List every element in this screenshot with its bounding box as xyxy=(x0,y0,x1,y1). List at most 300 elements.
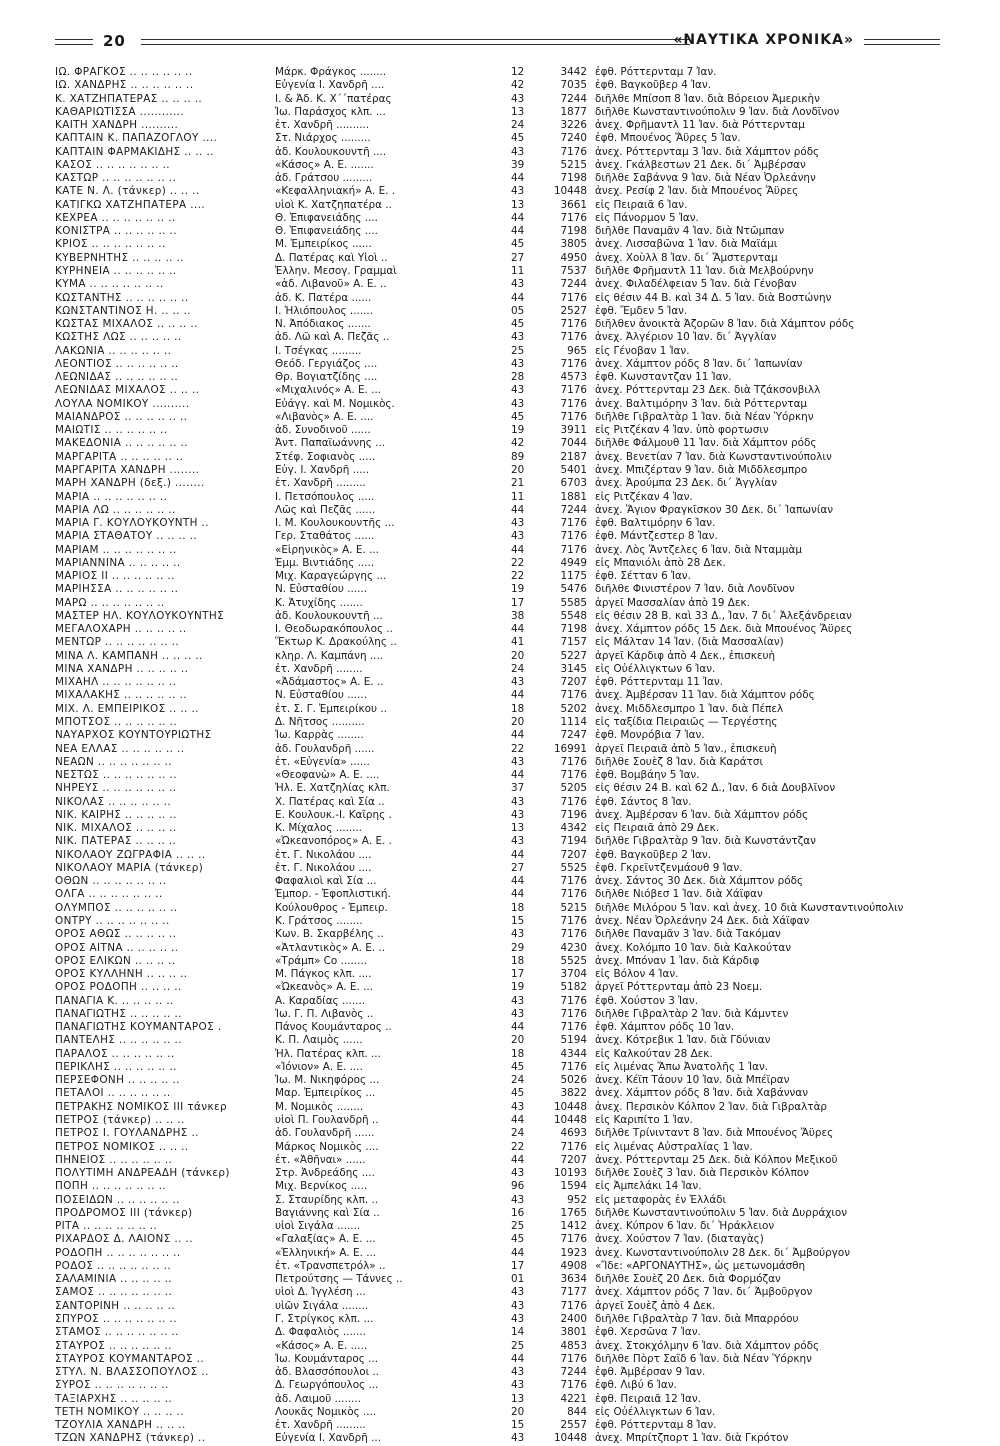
table-row xyxy=(55,79,940,92)
ship-movement: ἀνεχ. Κέϊπ Τάουν 10 Ἰαν. διὰ Μπέϊραν xyxy=(595,1074,790,1087)
ship-agent: υἱοὶ Δ. Ἰγγλέση ... xyxy=(275,1286,366,1299)
table-row xyxy=(55,544,940,557)
ship-movement: ἐφθ. Κωνσταντζαν 11 Ἰαν. xyxy=(595,371,732,384)
ship-movement: διῆλθε Κωνσταντινούπολιν 9 Ἰαν. διὰ Λονδῖνον xyxy=(595,105,840,118)
ship-tonnage: 3145 xyxy=(560,662,587,675)
ship-movement: διῆλθε Μπίσοπ 8 Ἰαν. διὰ Βόρειον Ἀμερικὴν xyxy=(595,92,820,105)
ship-movement: εἰς Ἀμπελάκι 14 Ἰαν. xyxy=(595,1180,702,1193)
ship-movement: ἀνεχ. Χοὺλλ 8 Ἰαν. δι΄ Ἄμστερνταμ xyxy=(595,251,778,264)
ship-tonnage: 1114 xyxy=(560,716,587,729)
table-row xyxy=(55,1194,940,1207)
ship-movement: ἀργεῖ Πειραιᾶ ἀπὸ 5 Ἰαν., ἐπισκευὴ xyxy=(595,742,777,755)
ship-agent: «Τράμπ» Co ........ xyxy=(275,954,368,967)
ship-agent: «Ὠκεανοπόρος» Α. Ε. . xyxy=(275,835,392,848)
ship-agent: Ἰω. Καρρὰς ........ xyxy=(275,729,364,742)
ship-movement: ἀνεχ. Ρόττερνταμ 3 Ἰαν. διὰ Χάμπτον ρόδς xyxy=(595,145,820,158)
ship-agent: «Ἀδάμαστος» Α. Ε. .. xyxy=(275,676,384,689)
ship-code: 43 xyxy=(511,808,525,821)
table-row xyxy=(55,756,940,769)
table-row xyxy=(55,636,940,649)
ship-agent: Μ. Ἐμπειρίκος ...... xyxy=(275,238,372,251)
ship-name: ΛΕΩΝΙΔΑΣ ΜΙΧΑΛΟΣ .. .. .. xyxy=(55,384,200,397)
ship-name: ΣΤΑΥΡΟΣ ΚΟΥΜΑΝΤΑΡΟΣ .. xyxy=(55,1352,205,1365)
ship-tonnage: 7196 xyxy=(560,808,587,821)
ship-tonnage: 7176 xyxy=(560,915,587,927)
ship-code: 43 xyxy=(511,397,525,410)
ship-tonnage: 4221 xyxy=(560,1392,587,1405)
ship-agent: Ἰω. Παράσχος κλπ. ... xyxy=(275,105,386,118)
ship-agent: Εὐάγγ. καὶ Μ. Νομικὸς. xyxy=(275,397,395,410)
ship-movement: ἀνεχ. Φρῆμαντλ 11 Ἰαν. διὰ Ρόττερνταμ xyxy=(595,119,805,132)
ship-code: 43 xyxy=(511,278,525,291)
ship-agent: Ἰω. Κουμάνταρος ... xyxy=(275,1352,379,1365)
ship-movement: διῆλθε Γιβραλτὰρ 7 Ἰαν. διὰ Μπαρρόου xyxy=(595,1312,799,1325)
ship-code: 11 xyxy=(511,490,525,503)
ship-tonnage: 7176 xyxy=(560,769,587,782)
ship-name: ΝΙΚ. ΜΙΧΑΛΟΣ .. .. .. .. xyxy=(55,822,177,835)
ship-agent: Εὐγενία Ι. Χανδρῆ .... xyxy=(275,79,385,92)
ship-name: ΙΩ. ΧΑΝΔΡΗΣ .. .. .. .. .. .. xyxy=(55,79,194,92)
ship-movement: διῆλθε Σαβάννα 9 Ἰαν. διὰ Νέαν Ὀρλεάνην xyxy=(595,172,816,185)
ship-movement: διῆλθε Τρίνινταντ 8 Ἰαν. διὰ Μπουένος Ἄϋρες xyxy=(595,1127,834,1140)
ship-agent: Θ. Ἐπιφανειάδης .... xyxy=(275,211,378,224)
table-row xyxy=(55,384,940,397)
ship-movement: εἰς Ριτζέκαν 4 Ἰαν. xyxy=(595,490,693,503)
ship-code: 22 xyxy=(511,742,525,755)
ship-name: ΚΑΘΑΡΙΩΤΙΣΣΑ ............ xyxy=(55,105,185,118)
ship-agent: Θ. Ἐπιφανειάδης .... xyxy=(275,225,378,238)
ship-code: 43 xyxy=(511,755,525,768)
table-row xyxy=(55,119,940,132)
ship-code: 19 xyxy=(511,981,525,994)
ship-name: ΜΑΡΙΑ ΣΤΑΘΑΤΟΥ .. .. .. .. xyxy=(55,530,198,543)
table-row xyxy=(55,212,940,225)
ship-code: 12 xyxy=(511,66,525,78)
ship-name: ΟΘΩΝ .. .. .. .. .. .. .. xyxy=(55,875,167,888)
table-row xyxy=(55,1061,940,1074)
ship-code: 43 xyxy=(511,1366,525,1379)
table-row xyxy=(55,238,940,251)
ship-code: 44 xyxy=(511,689,525,702)
ship-movement: διῆλθε Φάλμουθ 11 Ἰαν. διὰ Χάμπτον ρόδς xyxy=(595,437,817,450)
ship-tonnage: 5476 xyxy=(560,583,587,596)
ship-tonnage: 7244 xyxy=(560,1366,587,1379)
ship-tonnage: 7194 xyxy=(560,835,587,848)
ship-agent: Ἑλλην. Μεσογ. Γραμμαὶ xyxy=(275,264,397,277)
ship-code: 24 xyxy=(511,662,525,675)
ship-code: 43 xyxy=(511,1432,525,1445)
ship-code: 44 xyxy=(511,769,525,782)
ship-movement: ἀνεχ. Ἀμβέρσαν 11 Ἰαν. διὰ Χάμπτον ρόδς xyxy=(595,689,815,702)
ship-code: 22 xyxy=(511,1140,525,1153)
ship-tonnage: 4949 xyxy=(560,556,587,569)
ship-name: ΝΙΚ. ΚΑΙΡΗΣ .. .. .. .. .. xyxy=(55,808,177,821)
ship-agent: «Εἰρηνικὸς» Α. Ε. ... xyxy=(275,543,379,556)
ship-name: ΤΑΞΙΑΡΧΗΣ .. .. .. .. .. xyxy=(55,1392,173,1405)
ship-agent: «Κεφαλληνιακή» Α. Ε. . xyxy=(275,185,396,198)
ship-code: 43 xyxy=(511,1299,525,1312)
ship-agent: «Λιβανὸς» Α. Ε. .... xyxy=(275,410,374,423)
table-row xyxy=(55,517,940,530)
table-row xyxy=(55,557,940,570)
ship-name: ΠΑΝΤΕΛΗΣ .. .. .. .. .. .. xyxy=(55,1034,182,1047)
table-row xyxy=(55,1247,940,1260)
table-row xyxy=(55,782,940,795)
ship-tonnage: 7176 xyxy=(560,1007,587,1020)
ship-movement: διῆλθε Σουὲζ 8 Ἰαν. διὰ Καράτσι xyxy=(595,755,764,768)
ship-tonnage: 7176 xyxy=(560,357,587,370)
table-row xyxy=(55,822,940,835)
ship-name: ΠΑΝΑΓΙΩΤΗΣ ΚΟΥΜΑΝΤΑΡΟΣ . xyxy=(55,1021,222,1034)
ship-code: 43 xyxy=(511,835,525,848)
ship-tonnage: 7176 xyxy=(560,1299,587,1312)
ship-agent: «Ἑλληνική» Α. Ε. ... xyxy=(275,1246,377,1259)
ship-movement: ἐφθ. Γκρεϊντζενμάουθ 9 Ἰαν. xyxy=(595,861,743,874)
ship-movement: ἀνεχ. Ἀρούμπα 23 Δεκ. δι΄ Ἀγγλίαν xyxy=(595,477,778,490)
ship-name: ΟΡΟΣ ΡΟΔΟΠΗ .. .. .. .. xyxy=(55,981,182,994)
ship-name: ΜΑΣΤΕΡ ΗΛ. ΚΟΥΛΟΥΚΟΥΝΤΗΣ xyxy=(55,609,225,622)
ship-agent: Μ. Νομικὸς ........ xyxy=(275,1100,364,1113)
table-row xyxy=(55,1406,940,1419)
ship-name: ΠΑΝΑΓΙΑ Κ. .. .. .. .. .. xyxy=(55,994,174,1007)
table-row xyxy=(55,1233,940,1246)
ship-tonnage: 1765 xyxy=(560,1206,587,1219)
ship-name: ΚΩΣΤΑΝΤΗΣ .. .. .. .. .. .. xyxy=(55,291,189,304)
ship-tonnage: 7176 xyxy=(560,145,587,158)
ship-movement: εἰς Πειραιᾶ ἀπὸ 29 Δεκ. xyxy=(595,822,720,835)
table-row xyxy=(55,729,940,742)
ship-name: ΛΕΟΝΤΙΟΣ .. .. .. .. .. .. xyxy=(55,357,179,370)
ship-movement: ἐφθ. Ἀμβέρσαν 9 Ἰαν. xyxy=(595,1366,706,1379)
table-row xyxy=(55,1074,940,1087)
ship-tonnage: 1412 xyxy=(560,1220,587,1233)
ship-name: ΟΡΟΣ ΑΘΩΣ .. .. .. .. .. xyxy=(55,928,177,941)
ship-agent: Ἰω. Γ. Π. Λιβανὸς .. xyxy=(275,1007,374,1020)
ship-movement: ἐφθ. Βομβάην 5 Ἰαν. xyxy=(595,769,700,782)
ship-tonnage: 3911 xyxy=(560,424,587,437)
ship-movement: ἀνεχ. Μιδδλεσμπρο 1 Ἰαν. διὰ Πέπελ xyxy=(595,702,784,715)
ship-tonnage: 7176 xyxy=(560,689,587,702)
ship-movement: ἀνεχ. Ἀμβέρσαν 6 Ἰαν. διὰ Χάμπτον ρόδς xyxy=(595,808,809,821)
ship-agent: ἐτ. Χανδρῆ .......... xyxy=(275,119,370,132)
ship-name: ΚΟΝΙΣΤΡΑ .. .. .. .. .. .. xyxy=(55,225,177,238)
ship-agent: ἀδ. Κουλουκουντῆ ... xyxy=(275,609,383,622)
ship-code: 43 xyxy=(511,384,525,397)
ship-code: 43 xyxy=(511,185,525,198)
table-row xyxy=(55,689,940,702)
ship-code: 44 xyxy=(511,211,525,224)
ship-name: ΜΑΡΙΑΝΝΙΝΑ .. .. .. .. .. xyxy=(55,556,181,569)
ship-code: 45 xyxy=(511,1233,525,1246)
ship-agent: Μαρ. Ἐμπειρίκος ... xyxy=(275,1087,376,1100)
ship-code: 96 xyxy=(511,1180,525,1193)
ship-movement: «Ἴδε: «ΑΡΓΟΝΑΥΤΗΣ», ὡς μετωνομάσθη xyxy=(595,1259,806,1272)
ship-tonnage: 952 xyxy=(567,1193,587,1206)
ship-agent: Πάνος Κουμάνταρος .. xyxy=(275,1021,392,1034)
table-row xyxy=(55,1326,940,1339)
ship-tonnage: 5227 xyxy=(560,649,587,662)
table-row xyxy=(55,265,940,278)
table-row xyxy=(55,1154,940,1167)
page-header xyxy=(55,32,940,54)
ship-name: ΜΙΝΑ ΧΑΝΔΡΗ .. .. .. .. .. xyxy=(55,662,189,675)
ship-agent: Λῶς καὶ Πεζᾶς ...... xyxy=(275,503,376,516)
ship-code: 43 xyxy=(511,1286,525,1299)
ship-name: ΜΑΡΙΗΣΣΑ .. .. .. .. .. .. xyxy=(55,583,179,596)
ship-code: 18 xyxy=(511,702,525,715)
table-row xyxy=(55,292,940,305)
table-row xyxy=(55,331,940,344)
ship-tonnage: 7176 xyxy=(560,517,587,530)
ship-tonnage: 3704 xyxy=(560,968,587,981)
ship-tonnage: 7176 xyxy=(560,291,587,304)
table-row xyxy=(55,716,940,729)
ship-movement: ἀνεχ. Λισσαβῶνα 1 Ἰαν. διὰ Μαϊάμι xyxy=(595,238,778,251)
ship-movement: ἀνεχ. Ρόττερνταμ 25 Δεκ. διὰ Κόλπον Μεξικοῦ xyxy=(595,1153,838,1166)
ship-agent: ἀδ. Βλασσόπουλοι .. xyxy=(275,1366,380,1379)
ship-agent: ἐτ. Χανδρῆ ......... xyxy=(275,1419,366,1432)
ship-movement: εἰς θέσιν 44 Β. καὶ 34 Δ. 5 Ἰαν. διὰ Βοστώνην xyxy=(595,291,832,304)
ship-movement: ἐφθ. Βαγκοῦβερ 2 Ἰαν. xyxy=(595,848,712,861)
ship-code: 25 xyxy=(511,1220,525,1233)
ship-movement: ἐφθ. Ρόττερνταμ 7 Ἰαν. xyxy=(595,66,717,78)
table-row xyxy=(55,676,940,689)
ship-agent: Θεόδ. Γεργιάζος .... xyxy=(275,357,378,370)
ship-name: ΠΟΠΗ .. .. .. .. .. .. .. xyxy=(55,1180,166,1193)
ship-tonnage: 5202 xyxy=(560,702,587,715)
ship-tonnage: 16991 xyxy=(553,742,587,755)
ship-code: 20 xyxy=(511,716,525,729)
ship-tonnage: 7176 xyxy=(560,331,587,344)
ship-movement: ἀνεχ. Ἅγιον Φραγκῖσκον 30 Δεκ. δι΄ Ἰαπωνίαν xyxy=(595,503,833,516)
ship-name: ΙΩ. ΦΡΑΓΚΟΣ .. .. .. .. .. .. xyxy=(55,66,193,78)
ship-code: 18 xyxy=(511,954,525,967)
table-row xyxy=(55,1220,940,1233)
ship-movement: ἀνεχ. Μπρίτζπορτ 1 Ἰαν. διὰ Γκρότον xyxy=(595,1432,789,1445)
ship-code: 44 xyxy=(511,225,525,238)
ship-tonnage: 7198 xyxy=(560,225,587,238)
ship-agent: Ἠλ. Ε. Χατζηλίας κλπ. xyxy=(275,782,390,795)
ship-movement: εἰς θέσιν 28 Β. καὶ 33 Δ., Ἰαν. 7 δι΄ Ἀλεξάνδρειαν xyxy=(595,609,852,622)
ship-code: 45 xyxy=(511,132,525,145)
ship-agent: Δ. Φαφαλιὸς ....... xyxy=(275,1326,366,1339)
magazine-title: «ΝΑΥΤΙΚΑ ΧΡΟΝΙΚΑ» xyxy=(673,32,854,48)
table-row xyxy=(55,809,940,822)
ship-movement: ἐφθ. Χούστον 3 Ἰαν. xyxy=(595,994,699,1007)
ship-agent: Ι. Πετσόπουλος ..... xyxy=(275,490,375,503)
ship-agent: Στέφ. Σοφιανὸς ..... xyxy=(275,450,376,463)
ship-tonnage: 4908 xyxy=(560,1259,587,1272)
ship-movement: ἀνεχ. Χάμπτον ρόδς 15 Δεκ. διὰ Μπουένος Ἄϋρες xyxy=(595,623,853,636)
ship-movement: διῆλθε Φρῆμαντλ 11 Ἰαν. διὰ Μελβούρνην xyxy=(595,264,814,277)
ship-movement: ἀνεχ. Λὸς Ἄντζελες 6 Ἰαν. διὰ Νταμμὰμ xyxy=(595,543,802,556)
ship-agent: ἀδ. Συνοδινοῦ ...... xyxy=(275,424,371,437)
ship-tonnage: 965 xyxy=(567,344,587,357)
table-row xyxy=(55,1008,940,1021)
ship-movement: εἰς Οὐέλλιγκτων 6 Ἰαν. xyxy=(595,662,716,675)
ship-agent: Πετρούτσης — Τάννες .. xyxy=(275,1273,403,1286)
table-row xyxy=(55,1034,940,1047)
ship-name: ΜΑΡΓΑΡΙΤΑ .. .. .. .. .. .. xyxy=(55,450,184,463)
table-row xyxy=(55,703,940,716)
ship-agent: ἀδ. Λαιμοῦ ........ xyxy=(275,1392,361,1405)
ship-movement: διῆλθε Παναμᾶν 3 Ἰαν. διὰ Τακόμαν xyxy=(595,928,781,941)
ship-code: 13 xyxy=(511,198,525,211)
ship-tonnage: 7176 xyxy=(560,875,587,888)
ship-code: 44 xyxy=(511,291,525,304)
ship-name: ΣΑΜΟΣ .. .. .. .. .. .. .. xyxy=(55,1286,173,1299)
ship-tonnage: 1175 xyxy=(560,570,587,583)
ship-movement: εἰς Πειραιᾶ 6 Ἰαν. xyxy=(595,198,688,211)
ship-agent: ἀδ. Γουλανδρῆ ...... xyxy=(275,742,375,755)
ship-name: ΠΟΛΥΤΙΜΗ ΑΝΔΡΕΑΔΗ (τάνκερ) xyxy=(55,1167,230,1180)
ship-tonnage: 4853 xyxy=(560,1339,587,1352)
ship-code: 24 xyxy=(511,1074,525,1087)
ship-name: ΣΥΡΟΣ .. .. .. .. .. .. .. xyxy=(55,1379,169,1392)
table-row xyxy=(55,225,940,238)
table-row xyxy=(55,437,940,450)
ship-name: ΝΕΣΤΩΣ .. .. .. .. .. .. .. xyxy=(55,769,177,782)
ship-name: ΜΑΚΕΔΟΝΙΑ .. .. .. .. .. .. xyxy=(55,437,188,450)
ship-tonnage: 7176 xyxy=(560,755,587,768)
ship-tonnage: 3634 xyxy=(560,1273,587,1286)
ship-name: ΚΕΧΡΕΑ .. .. .. .. .. .. .. xyxy=(55,211,176,224)
ship-name: ΡΙΧΑΡΔΟΣ Δ. ΛΑΙΟΝΣ .. .. xyxy=(55,1233,193,1246)
ship-tonnage: 7537 xyxy=(560,264,587,277)
ship-tonnage: 4573 xyxy=(560,371,587,384)
ship-tonnage: 7176 xyxy=(560,1352,587,1365)
ship-code: 15 xyxy=(511,915,525,927)
ship-tonnage: 7176 xyxy=(560,888,587,901)
ship-name: ΠΕΤΡΑΚΗΣ ΝΟΜΙΚΟΣ ΙΙΙ τάνκερ xyxy=(55,1100,227,1113)
ship-name: ΚΑΣΤΩΡ .. .. .. .. .. .. .. xyxy=(55,172,177,185)
ship-agent: Φαφαλιοὶ καὶ Σία ... xyxy=(275,875,377,888)
ship-agent: «Θεοφανὼ» Α. Ε. .... xyxy=(275,769,380,782)
ship-tonnage: 5215 xyxy=(560,158,587,171)
ship-name: ΠΕΡΙΚΛΗΣ .. .. .. .. .. .. xyxy=(55,1060,177,1073)
ship-movement: εἰς Οὐέλλιγκτων 6 Ἰαν. xyxy=(595,1405,716,1418)
ship-name: ΜΑΡΙΑ ΛΩ .. .. .. .. .. .. xyxy=(55,503,176,516)
ship-agent: ἐτ. «Τρανσπετρόλ» .. xyxy=(275,1259,386,1272)
ship-movement: ἀνεχ. Βαλτιμόρην 3 Ἰαν. διὰ Ρόττερνταμ xyxy=(595,397,808,410)
ship-name: ΤΖΩΝ ΧΑΝΔΡΗΣ (τάνκερ) .. xyxy=(55,1432,206,1445)
table-row xyxy=(55,835,940,848)
ship-name: ΜΑΡΗ ΧΑΝΔΡΗ (δεξ.) ........ xyxy=(55,477,205,490)
table-row xyxy=(55,583,940,596)
ship-tonnage: 7157 xyxy=(560,636,587,649)
ship-name: Κ. ΧΑΤΖΗΠΑΤΕΡΑΣ .. .. .. .. xyxy=(55,92,203,105)
table-row xyxy=(55,1432,940,1445)
ship-name: ΟΝΤΡΥ .. .. .. .. .. .. .. xyxy=(55,915,170,927)
table-row xyxy=(55,1300,940,1313)
ship-name: ΠΕΤΑΛΟΙ .. .. .. .. .. .. xyxy=(55,1087,171,1100)
ship-tonnage: 7176 xyxy=(560,318,587,331)
ship-code: 44 xyxy=(511,172,525,185)
ship-agent: «Ἀτλαντικὸς» Α. Ε. .. xyxy=(275,941,386,954)
ship-agent: Κων. Β. Σκαρβέλης .. xyxy=(275,928,384,941)
ship-code: 22 xyxy=(511,570,525,583)
ship-agent: «Ἰόνιον» Α. Ε. .... xyxy=(275,1060,363,1073)
ship-code: 43 xyxy=(511,994,525,1007)
ship-name: ΜΑΡΓΑΡΙΤΑ ΧΑΝΔΡΗ ........ xyxy=(55,463,200,476)
ship-code: 44 xyxy=(511,543,525,556)
ship-movement: ἐφθ. Λιβύ 6 Ἰαν. xyxy=(595,1379,677,1392)
ship-movement: εἰς μεταφορὰς ἐν Ἑλλάδι xyxy=(595,1193,727,1206)
ship-movement: διῆλθε Νιόβεσ 1 Ἰαν. διὰ Χάϊφαν xyxy=(595,888,763,901)
ship-tonnage: 7176 xyxy=(560,928,587,941)
ship-tonnage: 10448 xyxy=(553,1432,587,1445)
ship-code: 89 xyxy=(511,450,525,463)
ship-tonnage: 3661 xyxy=(560,198,587,211)
ship-agent: Μιχ. Βερνίκος ..... xyxy=(275,1180,368,1193)
ship-code: 21 xyxy=(511,477,525,490)
ship-name: ΛΑΚΩΝΙΑ .. .. .. .. .. .. xyxy=(55,344,172,357)
table-row xyxy=(55,769,940,782)
ship-code: 44 xyxy=(511,1153,525,1166)
ship-name: ΟΡΟΣ ΑΙΤΝΑ .. .. .. .. .. xyxy=(55,941,179,954)
ship-movement: ἀνεχ. Περσικὸν Κόλπον 2 Ἰαν. διὰ Γιβραλτὰρ xyxy=(595,1100,828,1113)
ship-name: ΠΑΝΑΓΙΩΤΗΣ .. .. .. .. .. xyxy=(55,1007,182,1020)
ship-agent: Μάρκ. Φράγκος ........ xyxy=(275,66,387,78)
ship-code: 43 xyxy=(511,676,525,689)
table-row xyxy=(55,477,940,490)
ship-movement: ἀνεχ. Χάμπτον ρόδς 8 Ἰαν. δι΄ Ἰαπωνίαν xyxy=(595,357,803,370)
ship-tonnage: 10448 xyxy=(553,1100,587,1113)
ship-movement: ἀνεχ. Χούστον 7 Ἰαν. (διαταγὰς) xyxy=(595,1233,764,1246)
ship-tonnage: 7198 xyxy=(560,623,587,636)
ship-movement: ἐφθ. Χερσῶνα 7 Ἰαν. xyxy=(595,1326,701,1339)
ship-name: ΟΡΟΣ ΕΛΙΚΩΝ .. .. .. .. xyxy=(55,954,176,967)
ship-code: 44 xyxy=(511,729,525,742)
ship-code: 01 xyxy=(511,1273,525,1286)
ship-agent: Ἕκτωρ Κ. Δρακούλης .. xyxy=(275,636,397,649)
ship-movement: ἀνεχ. Βενετίαν 7 Ἰαν. διὰ Κωνσταντινούπολιν xyxy=(595,450,832,463)
ship-agent: Ἀντ. Παπαϊωάννης ... xyxy=(275,437,386,450)
ship-tonnage: 1877 xyxy=(560,105,587,118)
ship-agent: Δ. Πατέρας καὶ Υἱοὶ .. xyxy=(275,251,388,264)
ship-code: 37 xyxy=(511,782,525,795)
ship-code: 18 xyxy=(511,1047,525,1060)
ship-tonnage: 7176 xyxy=(560,1140,587,1153)
ship-tonnage: 3822 xyxy=(560,1087,587,1100)
table-row xyxy=(55,743,940,756)
ship-code: 22 xyxy=(511,556,525,569)
header-rule-middle xyxy=(141,39,690,45)
ship-movement: διῆλθε Παναμᾶν 4 Ἰαν. διὰ Ντῶμπαν xyxy=(595,225,785,238)
ship-movement: διῆλθε Γιβραλτὰρ 2 Ἰαν. διὰ Κάμντεν xyxy=(595,1007,789,1020)
table-row xyxy=(55,1286,940,1299)
ship-code: 17 xyxy=(511,968,525,981)
ship-name: ΠΕΡΣΕΦΟΝΗ .. .. .. .. .. xyxy=(55,1074,180,1087)
ship-movement: εἰς Γένοβαν 1 Ἰαν. xyxy=(595,344,690,357)
ship-movement: διῆλθε Σουὲζ 20 Δεκ. διὰ Φορμόζαν xyxy=(595,1273,781,1286)
ship-agent: ἐτ. Χανδρῆ ........ xyxy=(275,662,363,675)
ship-agent: «Γαλαξίας» Α. Ε. ... xyxy=(275,1233,376,1246)
ship-name: ΣΤΑΥΡΟΣ .. .. .. .. .. .. xyxy=(55,1339,172,1352)
table-row xyxy=(55,623,940,636)
table-row xyxy=(55,849,940,862)
ship-code: 44 xyxy=(511,1246,525,1259)
ship-code: 20 xyxy=(511,649,525,662)
ship-movement: ἀνεχ. Ἀλγέριον 10 Ἰαν. δι΄ Ἀγγλίαν xyxy=(595,331,777,344)
ship-name: ΜΑΡΩ .. .. .. .. .. .. .. xyxy=(55,596,165,609)
ship-agent: Δ. Νῆτσος .......... xyxy=(275,716,365,729)
ship-code: 44 xyxy=(511,1021,525,1034)
ship-movement: εἰς λιμένας Αὐστραλίας 1 Ἰαν. xyxy=(595,1140,753,1153)
ship-code: 05 xyxy=(511,304,525,317)
ship-tonnage: 4342 xyxy=(560,822,587,835)
table-row xyxy=(55,995,940,1008)
